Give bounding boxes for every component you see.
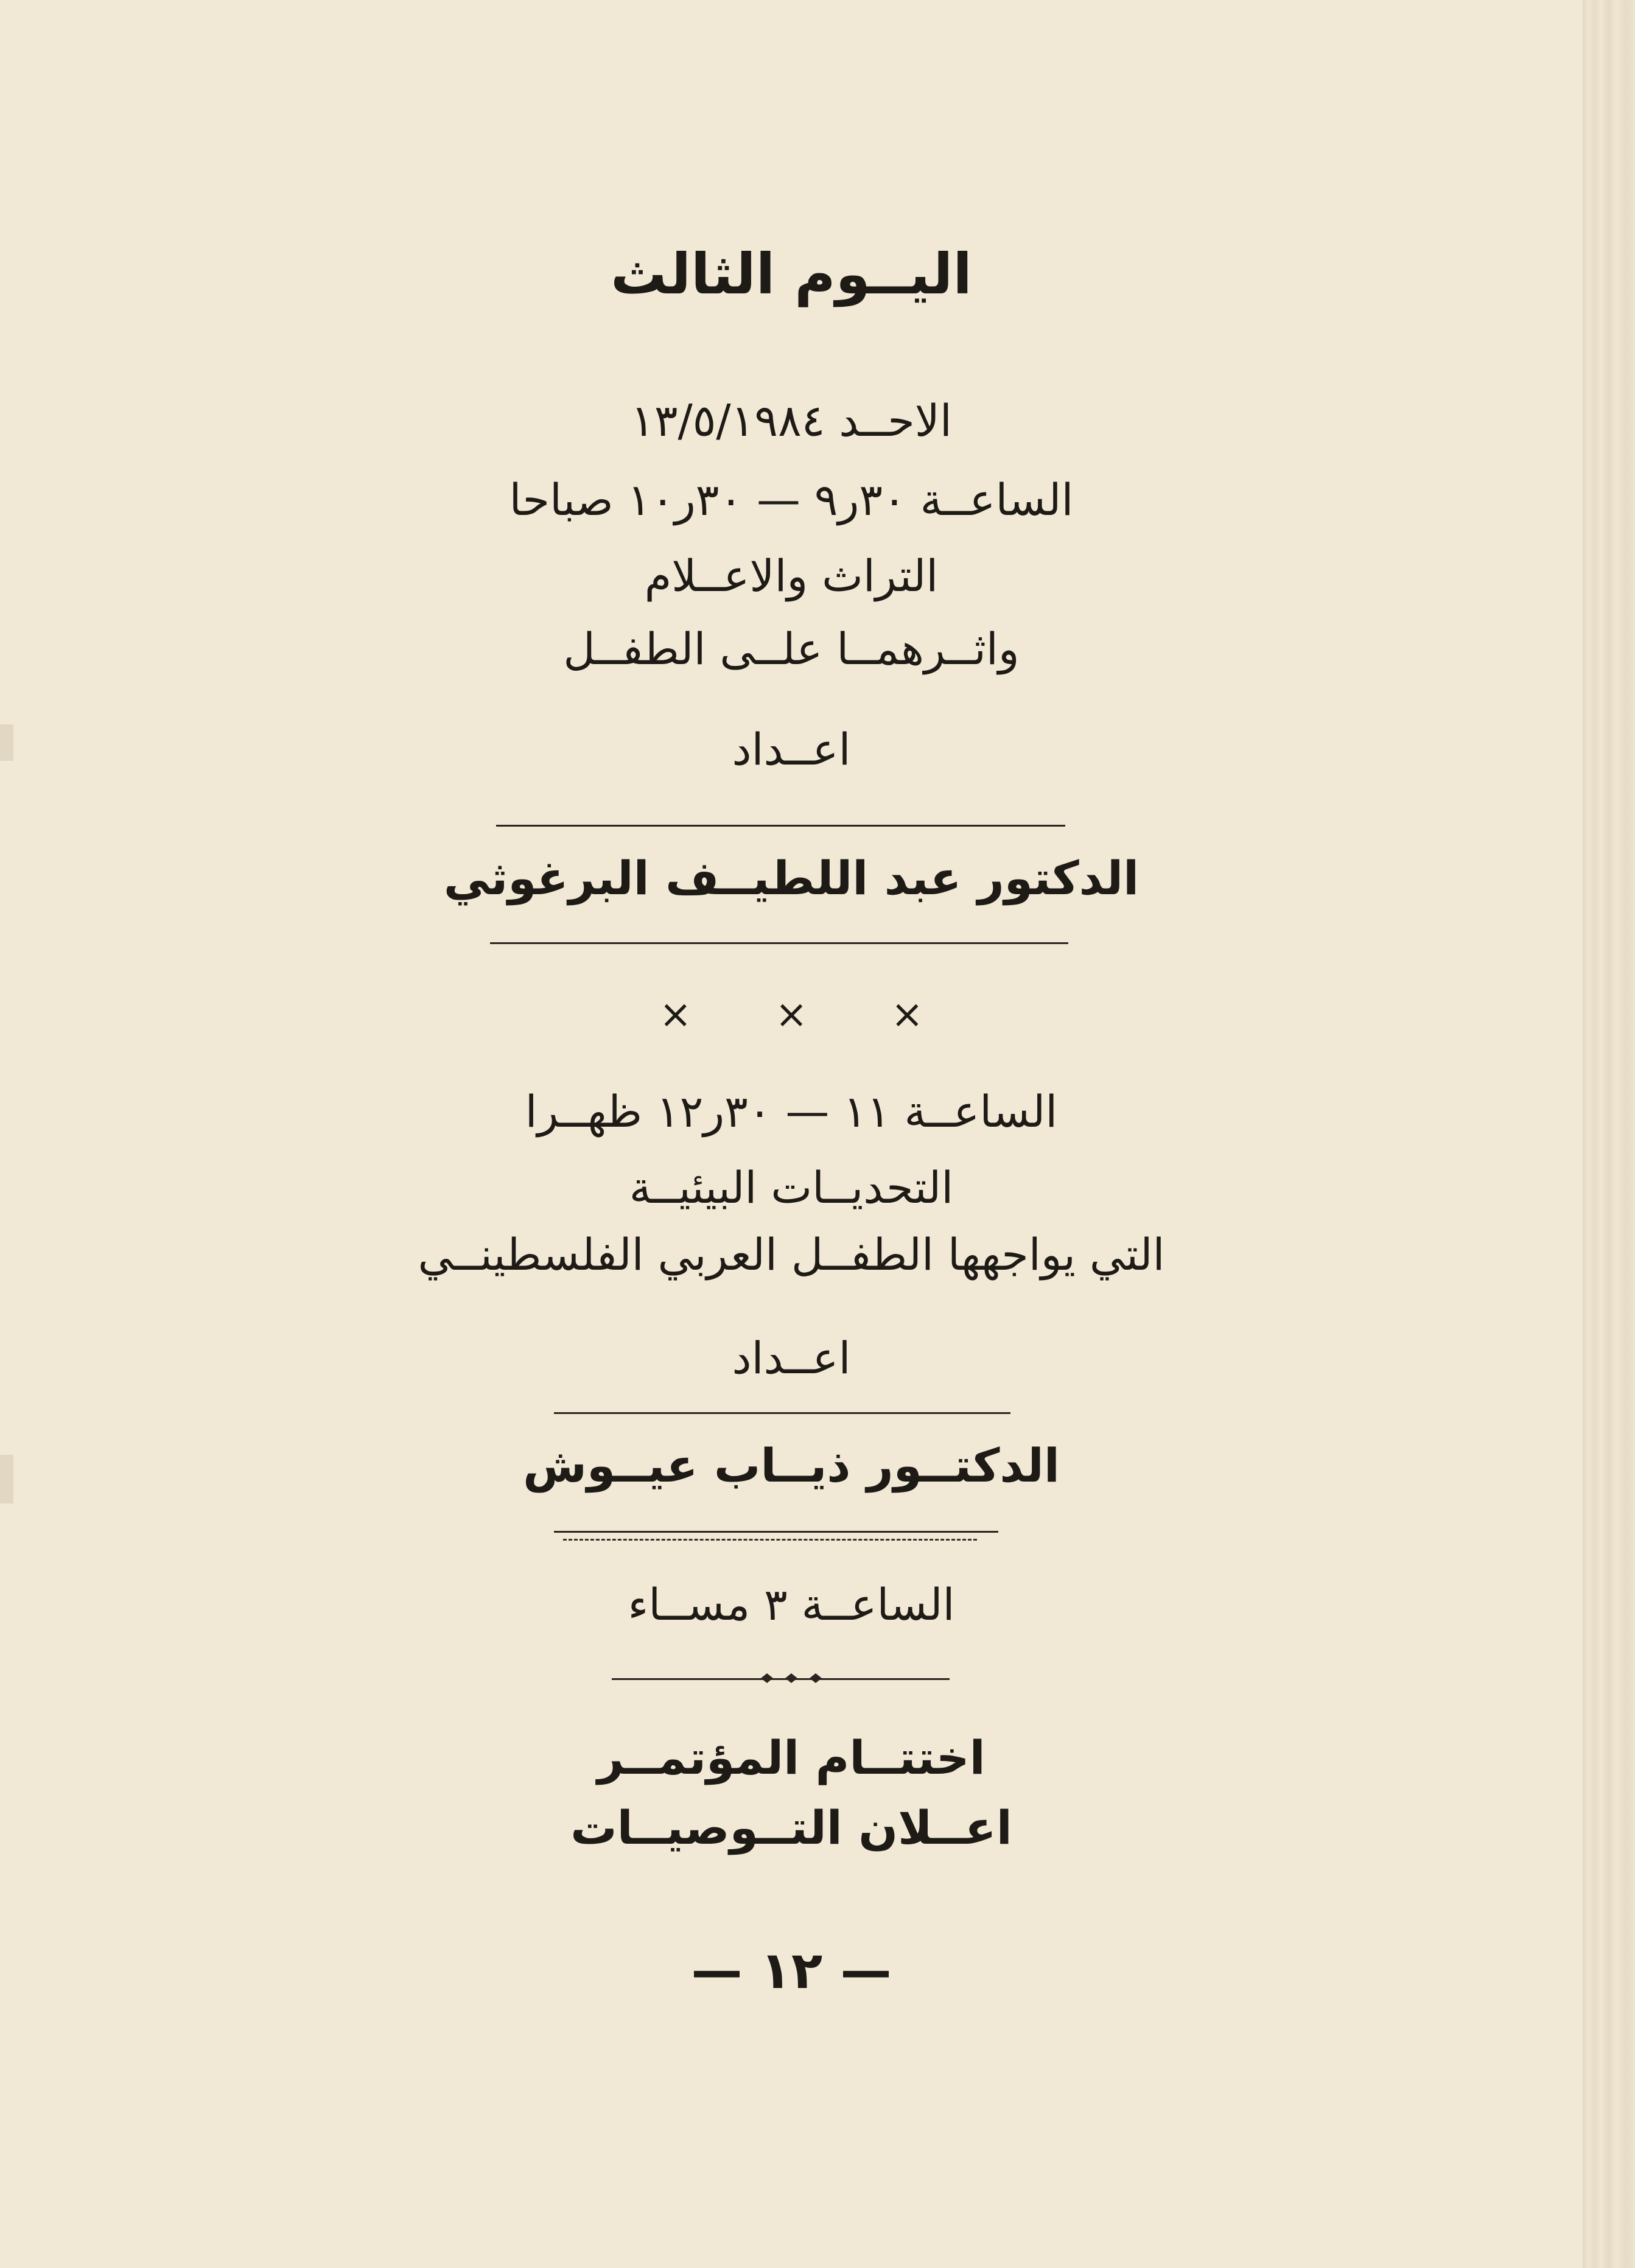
separator-mark: ×: [775, 992, 808, 1037]
session2-topic-line1: التحديــات البيئيــة: [629, 1162, 954, 1213]
closing-line1: اختتــام المؤتمــر: [597, 1731, 986, 1785]
diamond-ornament: [0, 1671, 1583, 1689]
separator-marks: [0, 992, 1583, 1037]
session2-time: الساعــة ١١ — ٣٠ر١٢ ظهــرا: [525, 1086, 1058, 1137]
divider-line: [496, 825, 1065, 827]
page-number: — ١٢ —: [691, 1941, 892, 2000]
divider-line: [554, 1531, 998, 1533]
session2-presenter: الدكتــور ذيــاب عيــوش: [523, 1438, 1060, 1493]
divider-line: [490, 942, 1068, 944]
session-date: الاحــد ١٣/٥/١٩٨٤: [631, 395, 952, 446]
session2-prepared-by: اعــداد: [732, 1332, 851, 1384]
dashed-divider-line: [563, 1539, 977, 1541]
diamond-ornament-icon: [755, 1671, 828, 1685]
session1-topic-line2: واثــرهمــا علــى الطفــل: [563, 623, 1020, 674]
separator-mark: ×: [659, 992, 692, 1037]
session3-time: الساعــة ٣ مســاء: [628, 1579, 955, 1630]
page-edges: [1583, 0, 1635, 2268]
session1-prepared-by: اعــداد: [732, 724, 851, 775]
session2-topic-line2: التي يواجهها الطفــل العربي الفلسطينــي: [418, 1229, 1165, 1280]
separator-mark: ×: [891, 992, 924, 1037]
page-title: اليــوم الثالث: [611, 242, 972, 307]
session1-topic-line1: التراث والاعــلام: [644, 550, 939, 601]
session1-presenter: الدكتور عبد اللطيــف البرغوثي: [443, 851, 1140, 905]
divider-line: [554, 1412, 1010, 1414]
closing-line2: اعــلان التــوصيــات: [570, 1801, 1012, 1855]
session1-time: الساعــة ٣٠ر٩ — ٣٠ر١٠ صباحا: [509, 474, 1074, 525]
